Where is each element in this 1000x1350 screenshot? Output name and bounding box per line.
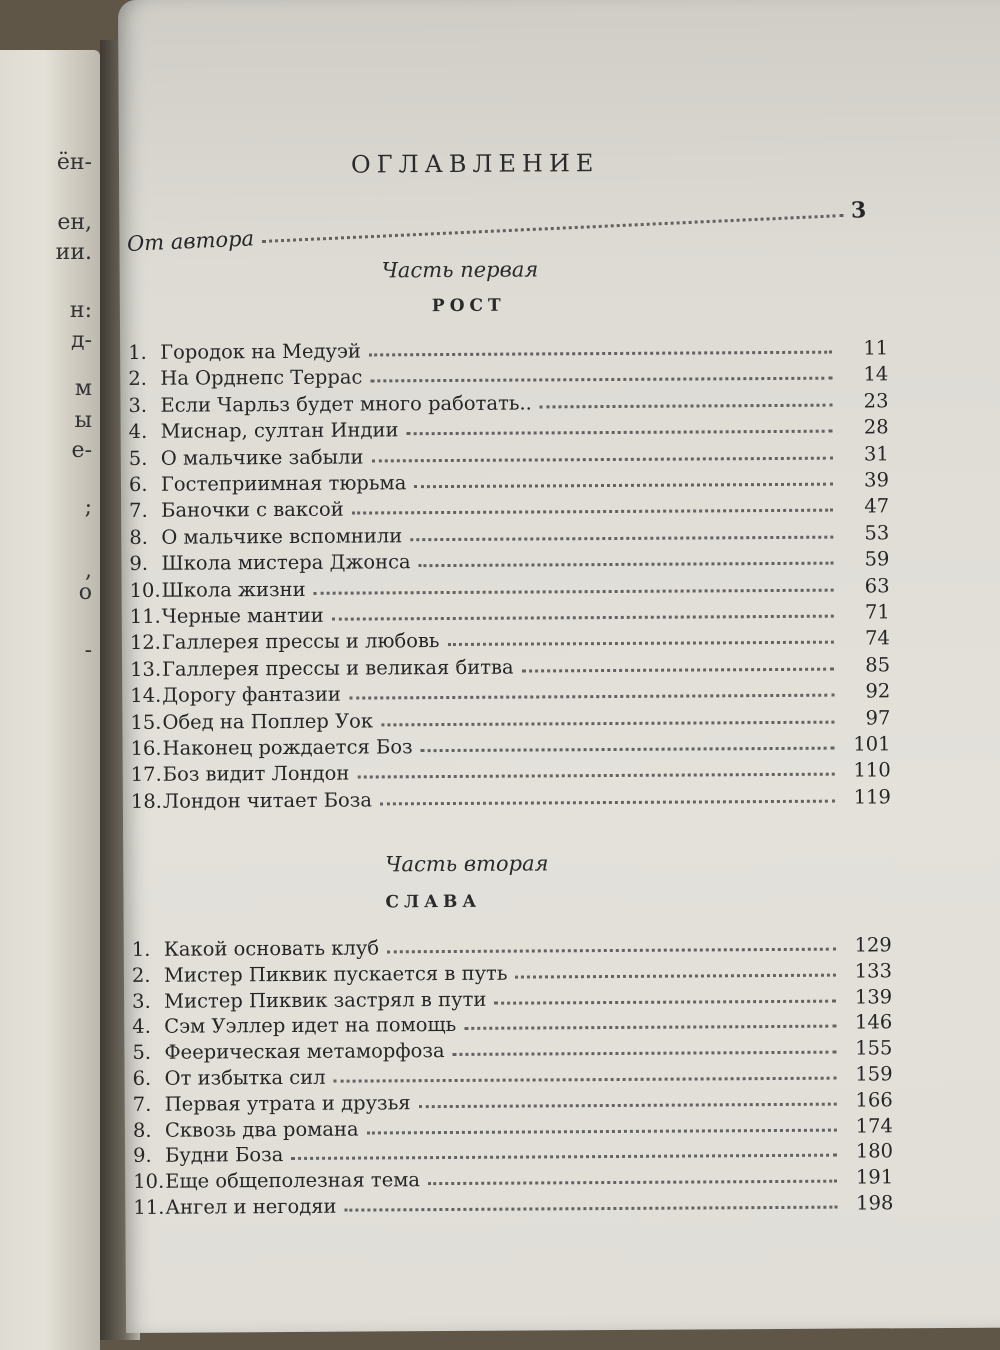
dot-leader (494, 998, 836, 1004)
chapter-title: Первая утрата и друзья (164, 1091, 411, 1116)
dot-leader (262, 214, 843, 243)
chapter-page: 63 (864, 573, 890, 598)
toc-entry (128, 386, 888, 417)
dot-leader (370, 376, 832, 383)
chapter-title: Галлерея прессы и любовь (161, 629, 440, 655)
dot-leader (540, 402, 833, 408)
chapter-page: 155 (855, 1036, 893, 1060)
dot-leader (334, 1076, 837, 1083)
chapter-number: 13. (130, 657, 162, 681)
left-page-fragment: ; (84, 495, 92, 520)
dot-leader (349, 693, 834, 700)
chapter-page: 23 (863, 389, 889, 413)
chapter-title: Школа жизни (161, 577, 306, 602)
chapter-page: 174 (855, 1113, 893, 1138)
part-one-section: РОСТ (431, 295, 506, 317)
chapter-number: 15. (130, 710, 162, 734)
toc-entry (129, 492, 889, 523)
chapter-number: 8. (129, 525, 148, 549)
left-page-fragment: , (85, 558, 92, 583)
chapter-title: Гостеприимная тюрьма (160, 471, 407, 496)
dot-leader (428, 1179, 837, 1185)
chapter-title: Сэм Уэллер идет на помощь (164, 1013, 457, 1039)
chapter-number: 12. (129, 631, 162, 655)
chapter-title: Дорогу фантазии (162, 682, 341, 707)
toc-entry (131, 782, 891, 813)
left-page-fragment: е- (71, 438, 92, 463)
chapter-number: 2. (131, 963, 151, 987)
chapter-number: 2. (128, 367, 147, 391)
chapter-number: 3. (128, 393, 148, 417)
chapter-number: 9. (132, 1144, 152, 1168)
toc-entry (129, 412, 889, 443)
chapter-page: 53 (864, 521, 890, 545)
chapter-number: 3. (132, 989, 151, 1013)
chapter-page: 59 (864, 547, 890, 571)
chapter-title: Обед на Поплер Уок (162, 709, 374, 734)
dot-leader (357, 772, 834, 779)
dot-leader (406, 429, 832, 436)
foreword-page: 3 (850, 197, 867, 224)
chapter-number: 6. (128, 472, 148, 496)
chapter-title: Если Чарльз будет много работать.. (160, 391, 532, 417)
dot-leader (522, 666, 835, 672)
chapter-number: 6. (132, 1066, 152, 1090)
toc-entry (129, 465, 889, 496)
chapter-number: 18. (130, 789, 162, 813)
left-page-fragment: ии. (55, 240, 92, 265)
toc-entry (128, 333, 888, 364)
toc-entry (129, 518, 889, 549)
toc-entry (130, 729, 890, 760)
left-page (0, 50, 100, 1350)
dot-leader (314, 587, 834, 594)
chapter-number: 5. (128, 446, 148, 470)
chapter-page: 133 (854, 959, 893, 983)
chapter-page: 11 (863, 336, 889, 360)
dot-leader (352, 508, 833, 515)
dot-leader (380, 798, 835, 805)
chapter-title: Ангел и негодяи (165, 1194, 337, 1219)
contents-page (118, 0, 1000, 1333)
chapter-page: 191 (855, 1165, 894, 1189)
part-one-heading: Часть первая (381, 257, 539, 283)
chapter-page: 110 (853, 758, 891, 782)
chapter-title: Еще общеполезная тема (165, 1168, 421, 1193)
dot-leader (381, 719, 834, 726)
chapter-page: 85 (865, 653, 891, 677)
chapter-title: Городок на Медуэй (160, 339, 361, 364)
chapter-title: Баночки с ваксой (161, 498, 344, 523)
toc-entry (130, 650, 890, 681)
chapter-page: 119 (853, 785, 891, 809)
chapter-number: 8. (132, 1118, 152, 1142)
chapter-number: 7. (129, 499, 148, 523)
chapter-title: Галлерея прессы и великая битва (162, 655, 514, 681)
dot-leader (515, 972, 836, 978)
chapter-page: 159 (855, 1062, 893, 1086)
dot-leader (367, 1127, 837, 1134)
chapter-page: 31 (863, 441, 889, 466)
chapter-number: 16. (130, 736, 162, 760)
chapter-number: 11. (133, 1195, 165, 1219)
chapter-number: 11. (129, 604, 161, 628)
dot-leader (369, 350, 832, 357)
part-two-heading: Часть вторая (385, 851, 549, 877)
toc-entry (130, 571, 890, 602)
left-page-fragment: н: (69, 298, 92, 323)
chapter-number: 1. (128, 340, 147, 364)
chapter-page: 146 (854, 1010, 893, 1034)
chapter-title: Боз видит Лондон (162, 761, 350, 787)
left-page-fragment: ен, (57, 210, 92, 235)
left-page-fragment: о (78, 580, 92, 605)
toc-entry (131, 756, 891, 787)
chapter-title: Наконец рождается Боз (162, 735, 413, 760)
chapter-number: 10. (129, 578, 161, 602)
chapter-title: Мистер Пиквик пускается в путь (163, 961, 508, 987)
chapter-number: 4. (132, 1015, 151, 1039)
dot-leader (291, 1153, 837, 1160)
toc-entry (130, 703, 890, 734)
toc-entry (130, 676, 890, 707)
chapter-number: 5. (132, 1041, 152, 1065)
foreword-label: От автора (126, 226, 255, 256)
chapter-number: 1. (131, 937, 151, 961)
chapter-page: 97 (865, 705, 891, 730)
toc-entry (128, 360, 888, 391)
chapter-page: 47 (864, 494, 890, 518)
foreword-entry (126, 193, 867, 256)
left-page-fragment: - (84, 638, 92, 663)
dot-leader (464, 1024, 836, 1030)
chapter-page: 101 (853, 732, 891, 756)
chapter-page: 129 (854, 933, 892, 957)
toc-entry (130, 597, 890, 628)
left-page-fragment: м (74, 376, 92, 401)
chapter-title: О мальчике вспомнили (161, 524, 403, 549)
chapter-number: 9. (129, 552, 149, 576)
chapter-number: 10. (133, 1169, 165, 1194)
chapter-title: Сквозь два романа (164, 1117, 359, 1142)
dot-leader (387, 947, 836, 954)
dot-leader (332, 614, 834, 621)
chapter-page: 139 (854, 984, 893, 1009)
toc-entry (129, 439, 889, 470)
dot-leader (372, 455, 833, 462)
chapter-number: 14. (130, 683, 162, 708)
dot-leader (448, 640, 834, 646)
dot-leader (419, 561, 834, 568)
chapter-page: 28 (863, 415, 889, 439)
chapter-title: Лондон читает Боза (162, 788, 373, 813)
chapter-page: 180 (855, 1139, 894, 1163)
dot-leader (421, 746, 835, 753)
chapter-title: Школа мистера Джонса (161, 550, 411, 575)
part-two-section: СЛАВА (385, 891, 482, 913)
chapter-number: 4. (128, 420, 148, 444)
chapter-page: 92 (865, 679, 891, 703)
chapter-page: 198 (856, 1191, 894, 1215)
chapter-page: 14 (863, 362, 889, 386)
chapter-title: Черные мантии (161, 603, 324, 628)
toc-entry (130, 624, 890, 655)
chapter-title: На Орднепс Террас (160, 365, 363, 391)
left-page-fragment: д- (71, 328, 92, 353)
chapter-title: Какой основать клуб (163, 936, 380, 961)
dot-leader (414, 482, 833, 489)
toc-entry (133, 1188, 893, 1219)
dot-leader (410, 534, 833, 541)
chapter-title: Мистер Пиквик застрял в пути (164, 987, 487, 1013)
dot-leader (344, 1205, 837, 1212)
chapter-page: 71 (864, 600, 890, 624)
chapter-number: 17. (130, 763, 162, 787)
dot-leader (453, 1050, 837, 1056)
toc-entry (129, 544, 889, 575)
chapter-title: Феерическая метаморфоза (164, 1039, 445, 1064)
chapter-number: 7. (132, 1092, 152, 1116)
left-page-fragment: ы (74, 408, 92, 433)
chapter-title: От избытка сил (164, 1065, 326, 1090)
left-page-fragment: ён- (56, 150, 92, 175)
chapter-title: О мальчике забыли (160, 445, 364, 470)
chapter-page: 39 (864, 468, 890, 492)
chapter-page: 74 (865, 626, 890, 650)
chapter-title: Миснар, султан Индии (160, 418, 399, 443)
chapter-page: 166 (855, 1088, 893, 1112)
page-title: ОГЛАВЛЕНИЕ (350, 149, 600, 179)
chapter-title: Будни Боза (164, 1143, 284, 1168)
dot-leader (419, 1101, 837, 1108)
